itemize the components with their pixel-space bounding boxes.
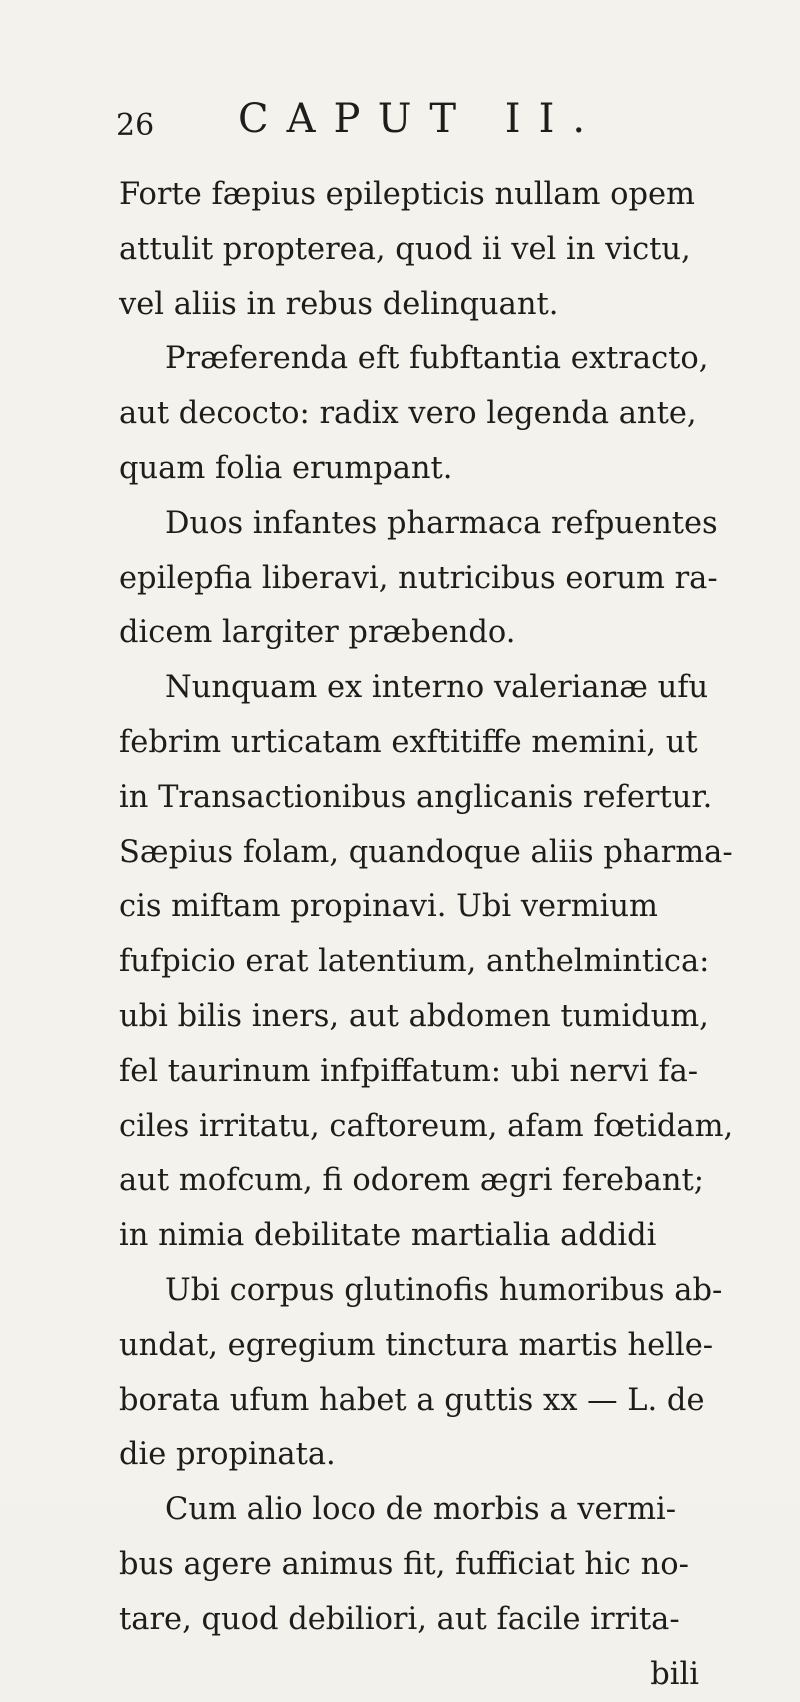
text-line: in nimia debilitate martialia addidi	[119, 1218, 657, 1254]
text-line: epilepfia liberavi, nutricibus eorum ra-	[119, 560, 718, 596]
text-line: ubi bilis iners, aut abdomen tumidum,	[119, 998, 709, 1034]
text-line: die propinata.	[119, 1437, 336, 1473]
text-line: vel aliis in rebus delinquant.	[119, 286, 559, 322]
text-line: fufpicio erat latentium, anthelmintica:	[119, 944, 710, 980]
page-header	[116, 96, 716, 156]
text-line: Cum alio loco de morbis a vermi-	[165, 1492, 677, 1528]
text-line: tare, quod debiliori, aut facile irrita-	[119, 1601, 680, 1637]
text-line: febrim urticatam exftitiffe memini, ut	[119, 724, 698, 760]
text-line: Ubi corpus glutinofis humoribus ab-	[165, 1272, 723, 1308]
text-line: bus agere animus fit, fufficiat hic no-	[119, 1546, 689, 1582]
text-line: Præferenda eft fubftantia extracto,	[165, 341, 709, 377]
text-line: Forte fæpius epilepticis nullam opem	[119, 177, 695, 212]
text-line: attulit propterea, quod ii vel in victu,	[119, 231, 691, 267]
text-line: borata ufum habet a guttis xx — L. de	[119, 1382, 705, 1418]
text-line: fel taurinum infpiffatum: ubi nervi fa-	[119, 1053, 699, 1089]
catchword: bili	[650, 1656, 699, 1692]
text-line: Nunquam ex interno valerianæ ufu	[165, 670, 709, 706]
body-text	[119, 168, 734, 1702]
text-line: quam folia erumpant.	[119, 450, 453, 486]
text-line: aut mofcum, fi odorem ægri ferebant;	[119, 1163, 704, 1199]
text-line: cis miftam propinavi. Ubi vermium	[119, 889, 658, 925]
text-line: Sæpius folam, quandoque aliis pharma-	[119, 834, 733, 870]
page-number: 26	[116, 108, 155, 143]
running-title: CAPUT II.	[238, 96, 604, 142]
text-line: undat, egregium tinctura martis helle-	[119, 1327, 714, 1363]
text-line: ciles irritatu, caftoreum, afam fœtidam,	[119, 1108, 734, 1144]
text-line: dicem largiter præbendo.	[119, 615, 516, 651]
text-line: Duos infantes pharmaca refpuentes	[165, 505, 718, 541]
text-line: aut decocto: radix vero legenda ante,	[119, 396, 697, 432]
text-line: in Transactionibus anglicanis refertur.	[119, 779, 713, 815]
